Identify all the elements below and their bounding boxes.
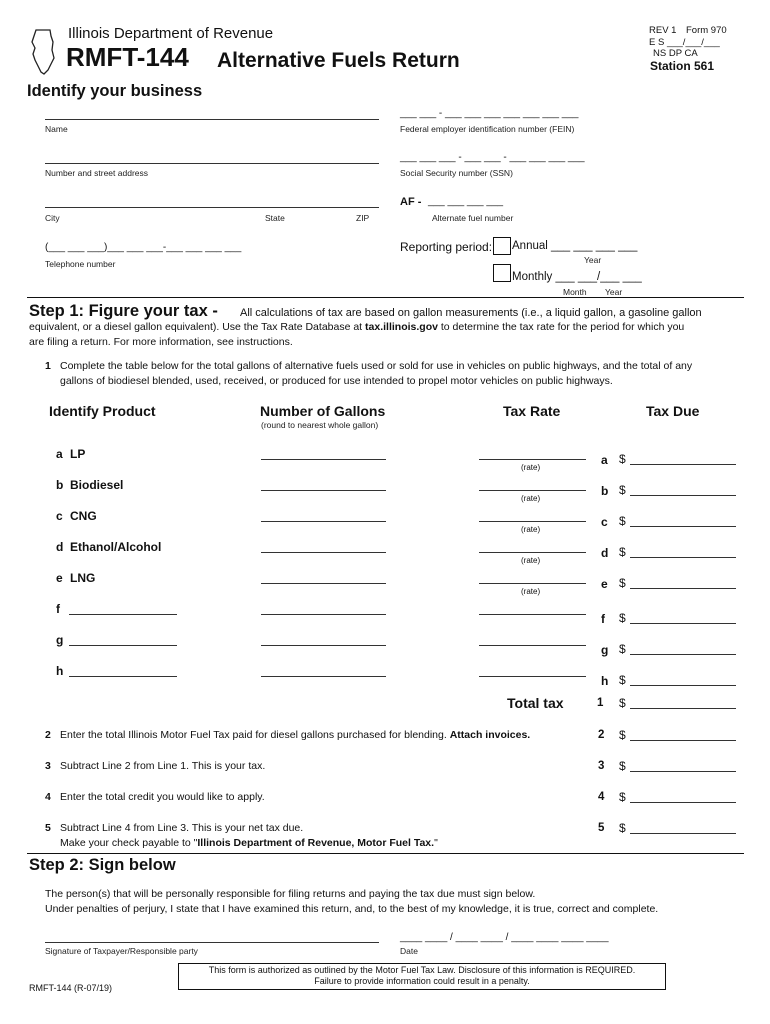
tax-due-field[interactable] [630,588,736,589]
ssn-field[interactable]: ___ ___ ___ - ___ ___ - ___ ___ ___ ___ [400,152,585,163]
total-line-number: 1 [597,697,604,709]
illinois-map-logo [26,28,60,76]
due-letter: f [601,612,605,626]
gallons-field[interactable] [261,676,386,677]
line4-field[interactable] [630,802,736,803]
line2-field[interactable] [630,740,736,741]
total-tax-field[interactable] [630,708,736,709]
line1-number: 1 [45,360,51,372]
line5-text: Subtract Line 4 from Line 3. This is your net tax due. [60,822,304,834]
due-dollar: $ [619,576,626,590]
rate-note: (rate) [521,494,541,503]
af-label: Alternate fuel number [432,213,514,223]
monthly-checkbox[interactable] [493,264,511,282]
gallons-field[interactable] [261,459,386,460]
row-letter: f [56,602,60,616]
row-letter: a [56,447,63,461]
tax-due-field[interactable] [630,654,736,655]
due-dollar: $ [619,545,626,559]
section-divider-2 [27,853,744,854]
address-field[interactable] [45,163,379,164]
agency-name: Illinois Department of Revenue [68,25,274,42]
ns-dp-ca: NS DP CA [653,48,698,59]
rate-field[interactable] [479,583,586,584]
step1-intro-a: All calculations of tax are based on gallon measurements (i.e., a liquid gallon, a gasoline gallon [240,307,702,319]
annual-year-label: Year [584,255,602,265]
line4-dollar: $ [619,790,626,804]
rate-field[interactable] [479,521,586,522]
line5-text-2: Make your check payable to "Illinois Department of Revenue, Motor Fuel Tax." [60,837,438,849]
af-field[interactable]: ___ ___ ___ ___ [428,196,504,207]
fein-label: Federal employer identification number (FEIN) [400,124,575,134]
fein-field[interactable]: ___ ___ - ___ ___ ___ ___ ___ ___ ___ [400,108,579,119]
due-dollar: $ [619,611,626,625]
rate-field[interactable] [479,490,586,491]
state-label: State [265,213,285,223]
tax-website-link[interactable]: tax.illinois.gov [365,321,438,333]
row-letter: c [56,509,63,523]
rate-field[interactable] [479,645,586,646]
line4-number: 4 [45,791,51,803]
tax-due-field[interactable] [630,526,736,527]
address-label: Number and street address [45,168,148,178]
city-label: City [45,213,60,223]
signature-label: Signature of Taxpayer/Responsible party [45,946,198,956]
date-label: Date [400,946,418,956]
signature-field[interactable] [45,942,379,943]
line1-text-b: gallons of biodiesel blended, used, received, or produced for use intended to propel motor vehicles on public highways. [60,375,613,387]
line5-dollar: $ [619,821,626,835]
line3-text: Subtract Line 2 from Line 1. This is your tax. [60,760,266,772]
col-gallons-note: (round to nearest whole gallon) [261,420,379,430]
line4-text: Enter the total credit you would like to apply. [60,791,265,803]
station-label: Station 561 [650,59,715,73]
due-letter: a [601,453,608,467]
total-tax-label: Total tax [507,695,564,711]
rate-note: (rate) [521,525,541,534]
rate-field[interactable] [479,614,586,615]
annual-checkbox[interactable] [493,237,511,255]
step1-intro-b: equivalent, or a diesel gallon equivalent). Use the Tax Rate Database at tax.illinois.gov to determine the tax rate for the period for which you [29,321,685,333]
line2-dollar: $ [619,728,626,742]
due-dollar: $ [619,673,626,687]
product-name: Ethanol/Alcohol [70,540,162,554]
product-field[interactable] [69,676,177,677]
col-rate-header: Tax Rate [503,403,561,419]
line3-dollar: $ [619,759,626,773]
reporting-period-label: Reporting period: [400,240,493,254]
line3-field[interactable] [630,771,736,772]
col-due-header: Tax Due [646,403,700,419]
annual-label: Annual ___ ___ ___ ___ [512,240,638,252]
step1-intro-c: are filing a return. For more information, see instructions. [29,336,293,348]
ssn-label: Social Security number (SSN) [400,168,513,178]
due-dollar: $ [619,452,626,466]
due-letter: g [601,643,609,657]
es-field: E S ___/___/___ [649,37,720,48]
tax-due-field[interactable] [630,557,736,558]
total-dollar-sign: $ [619,696,626,710]
product-name: Biodiesel [70,478,124,492]
line3-number: 3 [45,760,51,772]
product-name: CNG [70,509,97,523]
due-dollar: $ [619,514,626,528]
name-field[interactable] [45,119,379,120]
row-letter: g [56,633,64,647]
phone-field[interactable]: (___ ___ ___)___ ___ ___-___ ___ ___ ___ [45,242,242,253]
gallons-field[interactable] [261,552,386,553]
gallons-field[interactable] [261,645,386,646]
section-divider [27,297,744,298]
rate-note: (rate) [521,587,541,596]
phone-label: Telephone number [45,259,116,269]
row-letter: e [56,571,63,585]
rate-note: (rate) [521,463,541,472]
form-title: Alternative Fuels Return [217,49,460,72]
row-letter: d [56,540,64,554]
disclosure-line-2: Failure to provide information could result in a penalty. [314,976,530,986]
product-field[interactable] [69,614,177,615]
line5-ref: 5 [598,822,605,834]
rate-field[interactable] [479,552,586,553]
step1-heading: Step 1: Figure your tax - [29,302,218,320]
af-prefix: AF - [400,196,422,208]
product-name: LP [70,447,86,461]
rev-label: REV 1 [649,25,677,36]
line1-text-a: Complete the table below for the total gallons of alternative fuels used or sold for use in vehicles on public highways, and the total of any [60,360,693,372]
gallons-field[interactable] [261,490,386,491]
line4-ref: 4 [598,791,605,803]
zip-label: ZIP [356,213,370,223]
rate-field[interactable] [479,459,586,460]
rate-note: (rate) [521,556,541,565]
line2-number: 2 [45,729,51,741]
step2-text-2: Under penalties of perjury, I state that I have examined this return, and, to the best of my knowledge, it is true, correct and complete. [45,903,659,915]
gallons-field[interactable] [261,614,386,615]
due-letter: b [601,484,609,498]
tax-due-field[interactable] [630,464,736,465]
product-field[interactable] [69,645,177,646]
identify-heading: Identify your business [27,82,203,100]
row-letter: h [56,664,64,678]
row-letter: b [56,478,64,492]
col-gallons-header: Number of Gallons [260,403,386,419]
city-state-zip-field[interactable] [45,207,379,208]
tax-due-field[interactable] [630,623,736,624]
col-product-header: Identify Product [49,403,156,419]
rate-field[interactable] [479,676,586,677]
disclosure-notice [178,963,666,990]
disclosure-line-1: This form is authorized as outlined by the Motor Fuel Tax Law. Disclosure of this information is REQUIRED. [208,965,636,975]
due-dollar: $ [619,483,626,497]
line2-text: Enter the total Illinois Motor Fuel Tax paid for diesel gallons purchased for blending. Attach invoices. [60,729,531,741]
monthly-year-label: Year [605,287,623,297]
line3-ref: 3 [598,760,605,772]
form-code: RMFT-144 [66,42,189,72]
monthly-label: Monthly ___ ___/___ ___ [512,271,642,283]
due-dollar: $ [619,642,626,656]
form-number: Form 970 [686,25,727,36]
product-name: LNG [70,571,96,585]
line5-field[interactable] [630,833,736,834]
tax-due-field[interactable] [630,495,736,496]
line2-ref: 2 [598,729,605,741]
monthly-month-label: Month [563,287,587,297]
due-letter: d [601,546,609,560]
line5-number: 5 [45,822,51,834]
due-letter: h [601,674,609,688]
due-letter: c [601,515,608,529]
form-revision: RMFT-144 (R-07/19) [29,983,113,993]
step2-text-1: The person(s) that will be personally responsible for filing returns and paying the tax due must sign below. [45,888,536,900]
gallons-field[interactable] [261,521,386,522]
step2-heading: Step 2: Sign below [29,856,176,874]
date-field[interactable]: ____ ____ / ____ ____ / ____ ____ ____ ____ [400,932,609,943]
due-letter: e [601,577,608,591]
gallons-field[interactable] [261,583,386,584]
name-label: Name [45,124,68,134]
tax-due-field[interactable] [630,685,736,686]
